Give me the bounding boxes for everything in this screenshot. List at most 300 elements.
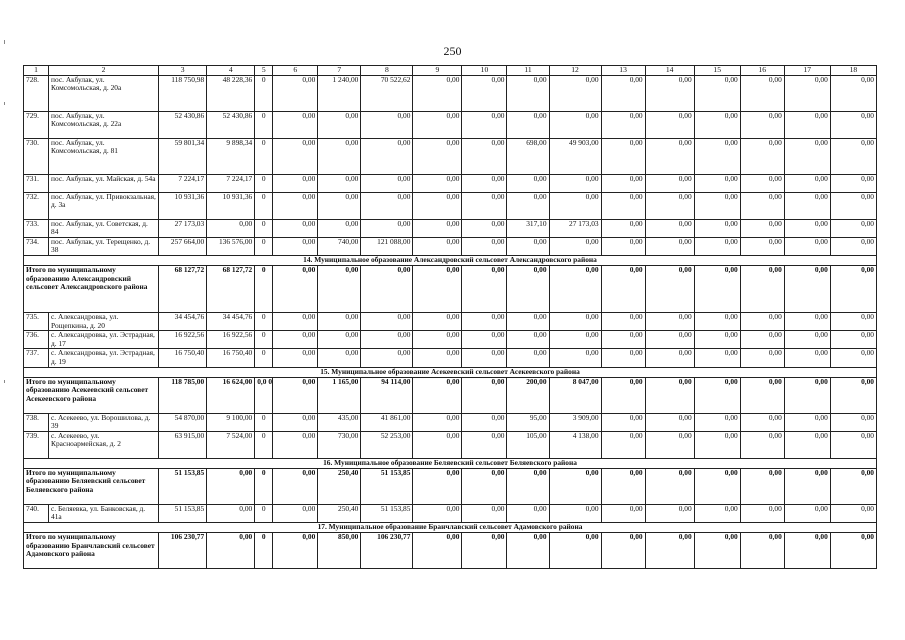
table-cell: 0,00 (462, 349, 507, 367)
table-cell: 48 228,36 (207, 75, 255, 111)
table-cell: 0,00 (694, 265, 740, 312)
table-cell: 0,00 (694, 138, 740, 174)
table-cell: 0 (255, 413, 273, 431)
total-row (24, 265, 877, 312)
table-cell: 0,00 (784, 219, 830, 237)
header-cell: 3 (159, 66, 207, 76)
address-cell: пос. Акбулак, ул. Комсомольская, д. 22а (49, 111, 159, 138)
table-cell: 0,00 (694, 312, 740, 330)
address-cell: с. Александровка, ул. Рощепкина, д. 20 (49, 312, 159, 330)
table-cell: 0,00 (273, 532, 318, 568)
table-cell: 16 750,40 (159, 349, 207, 367)
table-cell: 0,00 (645, 237, 694, 255)
address-cell: пос. Акбулак, ул. Терещенко, д. 38 (49, 237, 159, 255)
row-number: 733. (24, 219, 49, 237)
table-cell: 34 454,76 (207, 312, 255, 330)
table-cell: 0,00 (549, 75, 601, 111)
header-cell: 12 (549, 66, 601, 76)
table-row (24, 111, 877, 138)
table-cell: 0,00 (413, 75, 462, 111)
table-cell: 0,00 (830, 75, 876, 111)
row-number: 740. (24, 504, 49, 522)
table-cell: 0,00 (694, 75, 740, 111)
table-cell: 0,00 (549, 312, 601, 330)
table-cell: 0,00 (462, 111, 507, 138)
table-cell: 0,00 (549, 265, 601, 312)
table-cell: 0,00 (830, 138, 876, 174)
table-cell: 0,00 (645, 431, 694, 458)
section-title: 14. Муниципальное образование Александровский сельсовет Александровского района (24, 255, 877, 265)
table-row (24, 237, 877, 255)
total-row (24, 532, 877, 568)
table-cell: 0,00 (507, 111, 549, 138)
table-cell: 0,00 (830, 312, 876, 330)
table-cell: 0,00 (830, 174, 876, 192)
table-cell: 0,00 (784, 312, 830, 330)
table-cell: 0,00 (361, 138, 413, 174)
table-cell: 0,00 (645, 413, 694, 431)
header-cell: 17 (784, 66, 830, 76)
table-cell: 52 430,86 (159, 111, 207, 138)
section-header-row (24, 522, 877, 532)
table-cell: 0,00 (207, 219, 255, 237)
table-row (24, 174, 877, 192)
table-cell: 0,00 (207, 532, 255, 568)
page-number: 250 (443, 44, 462, 58)
table-cell: 0,00 (273, 138, 318, 174)
table-cell: 0,00 (462, 377, 507, 413)
table-cell: 0,00 (507, 75, 549, 111)
address-cell: с. Асекеево, ул. Красноармейская, д. 2 (49, 431, 159, 458)
row-number: 734. (24, 237, 49, 255)
table-cell: 0,00 (694, 413, 740, 431)
table-cell: 0,00 (413, 532, 462, 568)
table-cell: 106 230,77 (159, 532, 207, 568)
header-cell: 16 (740, 66, 784, 76)
table-cell: 0,00 (462, 138, 507, 174)
table-cell: 51 153,85 (159, 504, 207, 522)
table-cell: 0,00 (740, 349, 784, 367)
table-cell: 105,00 (507, 431, 549, 458)
table-cell: 698,00 (507, 138, 549, 174)
table-cell: 0,00 (361, 349, 413, 367)
table-cell: 9 100,00 (207, 413, 255, 431)
table-cell: 0,00 (645, 265, 694, 312)
table-cell: 0,00 (273, 75, 318, 111)
table-cell: 0,00 (273, 111, 318, 138)
table-cell: 0,00 (361, 174, 413, 192)
table-cell: 0,00 (645, 377, 694, 413)
table-cell: 63 915,00 (159, 431, 207, 458)
table-cell: 0,00 (507, 532, 549, 568)
table-cell: 0,00 (273, 192, 318, 219)
table-cell: 0,00 (694, 219, 740, 237)
row-number: 737. (24, 349, 49, 367)
table-cell: 0,00 (784, 75, 830, 111)
header-cell: 13 (601, 66, 645, 76)
table-cell: 0,00 (507, 192, 549, 219)
table-cell: 0,00 (601, 237, 645, 255)
table-cell: 0,00 (601, 331, 645, 349)
table-cell: 0,00 (645, 219, 694, 237)
table-cell: 0 (255, 265, 273, 312)
table-cell: 0,00 (601, 219, 645, 237)
table-cell: 0,00 (413, 377, 462, 413)
table-row (24, 75, 877, 111)
table-cell: 34 454,76 (159, 312, 207, 330)
table-cell: 0,00 (462, 413, 507, 431)
table-cell: 121 088,00 (361, 237, 413, 255)
table-cell: 0,00 (784, 377, 830, 413)
table-cell: 0,00 (601, 75, 645, 111)
table-cell: 0,00 (413, 349, 462, 367)
table-cell: 0,00 (645, 312, 694, 330)
table-cell: 0,00 (740, 138, 784, 174)
table-cell: 317,10 (507, 219, 549, 237)
table-cell: 0,00 (784, 265, 830, 312)
table-cell: 51 153,85 (361, 504, 413, 522)
total-label: Итого по муниципальному образованию Беляевский сельсовет Беляевского района (24, 468, 159, 504)
table-cell: 3 909,00 (549, 413, 601, 431)
header-cell: 15 (694, 66, 740, 76)
section-title: 17. Муниципальное образование Бранчлавский сельсовет Адамовского района (24, 522, 877, 532)
table-cell: 0,00 (549, 237, 601, 255)
left-margin-mark (4, 380, 5, 383)
table-cell: 0,0 0 (255, 377, 273, 413)
table-cell: 0,00 (740, 377, 784, 413)
data-table (23, 65, 877, 569)
total-label: Итого по муниципальному образованию Бранчлавский сельсовет Адамовского района (24, 532, 159, 568)
table-cell: 0,00 (694, 468, 740, 504)
table-cell: 0,00 (784, 413, 830, 431)
table-cell: 0,00 (413, 504, 462, 522)
row-number: 729. (24, 111, 49, 138)
table-cell: 0,00 (830, 192, 876, 219)
table-cell: 0,00 (601, 111, 645, 138)
address-cell: пос. Акбулак, ул. Комсомольская, д. 20а (49, 75, 159, 111)
table-cell: 0,00 (361, 219, 413, 237)
table-cell: 0 (255, 237, 273, 255)
table-cell: 0,00 (549, 192, 601, 219)
table-cell: 0,00 (361, 111, 413, 138)
table-cell: 0,00 (318, 265, 361, 312)
table-cell: 0,00 (462, 331, 507, 349)
table-cell: 95,00 (507, 413, 549, 431)
table-cell: 0,00 (601, 377, 645, 413)
table-cell: 51 153,85 (159, 468, 207, 504)
table-cell: 0,00 (507, 174, 549, 192)
table-row (24, 331, 877, 349)
table-cell: 0,00 (273, 237, 318, 255)
table-cell: 16 624,00 (207, 377, 255, 413)
section-header-row (24, 367, 877, 377)
table-cell: 0,00 (601, 138, 645, 174)
table-cell: 0,00 (830, 413, 876, 431)
table-cell: 0,00 (740, 532, 784, 568)
total-row (24, 468, 877, 504)
table-cell: 0,00 (462, 174, 507, 192)
table-cell: 0,00 (694, 174, 740, 192)
table-cell: 0,00 (694, 377, 740, 413)
table-cell: 0,00 (601, 265, 645, 312)
table-cell: 0,00 (784, 431, 830, 458)
header-cell: 18 (830, 66, 876, 76)
table-cell: 0,00 (830, 468, 876, 504)
table-cell: 0,00 (694, 504, 740, 522)
table-cell: 0,00 (645, 174, 694, 192)
table-cell: 0,00 (830, 237, 876, 255)
section-title: 15. Муниципальное образование Асекеевский сельсовет Асекеевского района (24, 367, 877, 377)
table-cell: 16 922,56 (159, 331, 207, 349)
table-cell: 0,00 (740, 265, 784, 312)
table-cell: 0,00 (273, 468, 318, 504)
table-cell: 106 230,77 (361, 532, 413, 568)
table-cell: 0,00 (507, 468, 549, 504)
table-cell: 0,00 (462, 237, 507, 255)
table-cell: 0,00 (413, 331, 462, 349)
table-cell: 0 (255, 331, 273, 349)
table-cell: 0,00 (830, 265, 876, 312)
left-margin-mark (4, 102, 5, 105)
table-cell: 10 931,36 (159, 192, 207, 219)
table-cell: 0,00 (645, 504, 694, 522)
header-cell: 1 (24, 66, 49, 76)
address-cell: с. Александровка, ул. Эстрадная, д. 17 (49, 331, 159, 349)
table-cell: 0,00 (645, 349, 694, 367)
table-cell: 0 (255, 349, 273, 367)
table-cell: 0,00 (273, 219, 318, 237)
table-cell: 0,00 (694, 237, 740, 255)
table-cell: 0,00 (462, 192, 507, 219)
table-cell: 0,00 (549, 504, 601, 522)
table-cell: 0,00 (462, 431, 507, 458)
row-number: 735. (24, 312, 49, 330)
table-cell: 0,00 (830, 349, 876, 367)
table-cell: 8 047,00 (549, 377, 601, 413)
table-cell: 0,00 (413, 431, 462, 458)
table-cell: 0,00 (318, 111, 361, 138)
table-cell: 118 750,98 (159, 75, 207, 111)
row-number: 739. (24, 431, 49, 458)
table-cell: 0 (255, 138, 273, 174)
row-number: 732. (24, 192, 49, 219)
table-cell: 0,00 (507, 312, 549, 330)
row-number: 731. (24, 174, 49, 192)
table-cell: 0,00 (318, 219, 361, 237)
table-cell: 0,00 (413, 138, 462, 174)
table-cell: 0,00 (413, 192, 462, 219)
header-cell: 4 (207, 66, 255, 76)
table-cell: 136 576,00 (207, 237, 255, 255)
table-cell: 0,00 (740, 219, 784, 237)
table-cell: 0 (255, 192, 273, 219)
table-cell: 0,00 (207, 468, 255, 504)
table-cell: 730,00 (318, 431, 361, 458)
table-cell: 0,00 (361, 331, 413, 349)
table-cell: 0,00 (318, 331, 361, 349)
header-cell: 5 (255, 66, 273, 76)
table-cell: 0 (255, 312, 273, 330)
table-cell: 0,00 (740, 237, 784, 255)
table-cell: 0 (255, 504, 273, 522)
table-cell: 0,00 (601, 413, 645, 431)
table-cell: 0,00 (645, 468, 694, 504)
table-cell: 0,00 (413, 413, 462, 431)
table-cell: 0,00 (784, 237, 830, 255)
table-cell: 0,00 (784, 504, 830, 522)
table-cell: 0,00 (645, 75, 694, 111)
table-cell: 0,00 (784, 192, 830, 219)
table-cell: 0,00 (462, 532, 507, 568)
table-cell: 0,00 (694, 111, 740, 138)
table-cell: 0,00 (740, 413, 784, 431)
table-cell: 0 (255, 532, 273, 568)
address-cell: пос. Акбулак, ул. Привокзальная, д. 3а (49, 192, 159, 219)
table-cell: 0,00 (273, 265, 318, 312)
table-cell: 0,00 (507, 237, 549, 255)
table-cell: 0,00 (413, 111, 462, 138)
table-cell: 118 785,00 (159, 377, 207, 413)
table-cell: 94 114,00 (361, 377, 413, 413)
table-cell: 0,00 (507, 265, 549, 312)
table-cell: 0,00 (413, 237, 462, 255)
table-cell: 0 (255, 75, 273, 111)
table-cell: 27 173,03 (159, 219, 207, 237)
table-cell: 0,00 (361, 192, 413, 219)
table-cell: 740,00 (318, 237, 361, 255)
table-cell: 0,00 (462, 468, 507, 504)
table-cell: 0,00 (645, 192, 694, 219)
table-cell: 0,00 (830, 431, 876, 458)
table-cell: 0,00 (601, 532, 645, 568)
address-cell: с. Асекеево, ул. Ворошилова, д. 39 (49, 413, 159, 431)
table-cell: 0,00 (549, 468, 601, 504)
table-cell: 0,00 (645, 331, 694, 349)
table-cell: 52 430,86 (207, 111, 255, 138)
header-cell: 8 (361, 66, 413, 76)
table-cell: 0,00 (830, 504, 876, 522)
total-row (24, 377, 877, 413)
header-row (24, 66, 877, 76)
header-cell: 2 (49, 66, 159, 76)
table-cell: 0,00 (740, 431, 784, 458)
table-cell: 0,00 (601, 504, 645, 522)
table-cell: 10 931,36 (207, 192, 255, 219)
table-cell: 41 861,00 (361, 413, 413, 431)
table-cell: 0,00 (507, 331, 549, 349)
table-row (24, 312, 877, 330)
table-cell: 0,00 (462, 219, 507, 237)
table-row (24, 138, 877, 174)
table-cell: 0,00 (507, 349, 549, 367)
header-cell: 6 (273, 66, 318, 76)
table-cell: 0 (255, 219, 273, 237)
row-number: 736. (24, 331, 49, 349)
header-cell: 9 (413, 66, 462, 76)
table-cell: 49 903,00 (549, 138, 601, 174)
table-cell: 0,00 (601, 174, 645, 192)
table-cell: 200,00 (507, 377, 549, 413)
table-cell: 54 870,00 (159, 413, 207, 431)
table-cell: 0,00 (601, 349, 645, 367)
table-cell: 0,00 (462, 312, 507, 330)
table-cell: 27 173,03 (549, 219, 601, 237)
table-cell: 0,00 (830, 331, 876, 349)
table-cell: 0,00 (830, 377, 876, 413)
table-cell: 0,00 (784, 331, 830, 349)
table-cell: 0,00 (361, 265, 413, 312)
table-cell: 1 165,00 (318, 377, 361, 413)
header-cell: 11 (507, 66, 549, 76)
address-cell: с. Беляевка, ул. Банковская, д. 41а (49, 504, 159, 522)
table-cell: 0,00 (273, 504, 318, 522)
table-cell: 0,00 (413, 174, 462, 192)
table-cell: 0,00 (462, 75, 507, 111)
table-cell: 257 664,00 (159, 237, 207, 255)
table-cell: 0,00 (549, 111, 601, 138)
table-cell: 0,00 (507, 504, 549, 522)
table-cell: 59 801,34 (159, 138, 207, 174)
row-number: 730. (24, 138, 49, 174)
table-cell: 0,00 (549, 331, 601, 349)
table-cell: 0,00 (318, 192, 361, 219)
table-cell: 0,00 (645, 532, 694, 568)
table-cell: 0,00 (830, 111, 876, 138)
address-cell: пос. Акбулак, ул. Советская, д. 84 (49, 219, 159, 237)
table-cell: 0 (255, 174, 273, 192)
table-cell: 0,00 (273, 349, 318, 367)
table-row (24, 349, 877, 367)
table-cell: 52 253,00 (361, 431, 413, 458)
table-cell: 0,00 (549, 174, 601, 192)
total-label: Итого по муниципальному образованию Асекеевский сельсовет Асекеевского района (24, 377, 159, 413)
table-cell: 68 127,72 (159, 265, 207, 312)
table-cell: 0,00 (740, 111, 784, 138)
table-cell: 0,00 (740, 75, 784, 111)
table-cell: 0,00 (462, 265, 507, 312)
table-cell: 0,00 (784, 138, 830, 174)
table-cell: 0,00 (784, 532, 830, 568)
table-cell: 0,00 (784, 468, 830, 504)
table-cell: 0,00 (645, 111, 694, 138)
table-cell: 0,00 (462, 504, 507, 522)
table-cell: 0,00 (694, 192, 740, 219)
table-cell: 0,00 (413, 219, 462, 237)
table-cell: 250,40 (318, 504, 361, 522)
left-margin-mark (4, 40, 5, 44)
table-cell: 0,00 (694, 349, 740, 367)
header-cell: 10 (462, 66, 507, 76)
table-cell: 0,00 (784, 111, 830, 138)
table-cell: 0 (255, 111, 273, 138)
row-number: 728. (24, 75, 49, 111)
table-cell: 0,00 (549, 532, 601, 568)
section-title: 16. Муниципальное образование Беляевский сельсовет Беляевского района (24, 458, 877, 468)
section-header-row (24, 458, 877, 468)
table-cell: 0,00 (784, 349, 830, 367)
table-cell: 435,00 (318, 413, 361, 431)
table-cell: 0,00 (740, 504, 784, 522)
table-cell: 7 524,00 (207, 431, 255, 458)
table-cell: 0,00 (207, 504, 255, 522)
table-cell: 70 522,62 (361, 75, 413, 111)
table-cell: 0,00 (601, 431, 645, 458)
table-cell: 250,40 (318, 468, 361, 504)
table-cell: 0,00 (549, 349, 601, 367)
address-cell: с. Александровка, ул. Эстрадная, д. 19 (49, 349, 159, 367)
header-cell: 7 (318, 66, 361, 76)
table-cell: 16 750,40 (207, 349, 255, 367)
